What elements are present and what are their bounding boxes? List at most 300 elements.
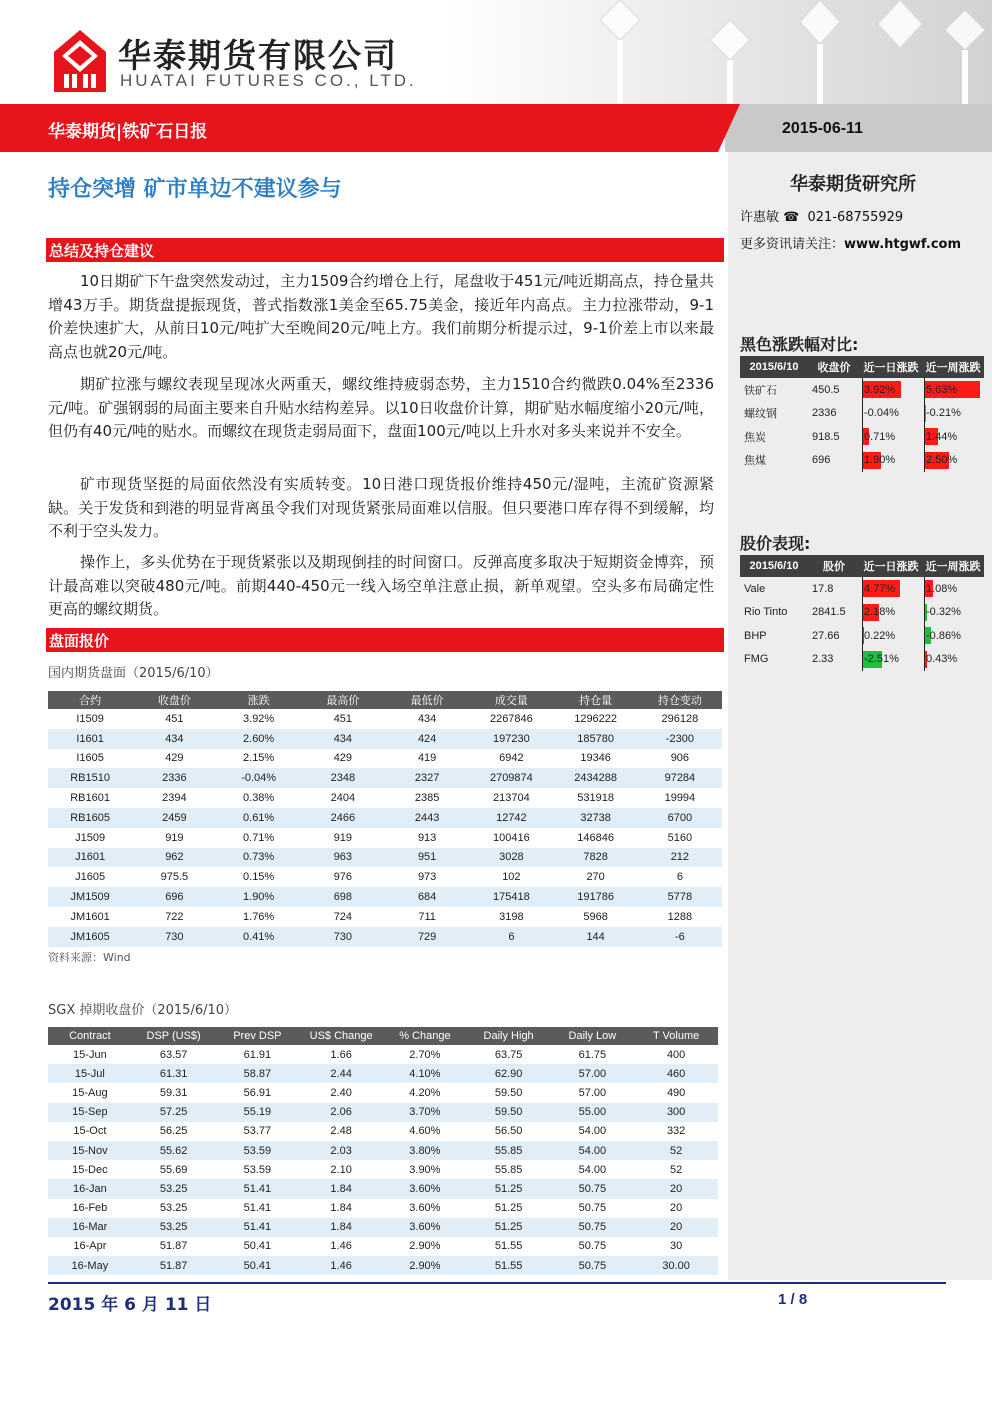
- week-change-cell: [922, 648, 984, 672]
- column-header: 持仓量: [554, 691, 638, 709]
- table-cell: 2709874: [469, 768, 553, 788]
- table-cell: 175418: [469, 887, 553, 907]
- table-cell: 2.10: [330, 1163, 352, 1176]
- table-cell: 6: [676, 871, 683, 884]
- table-row: [48, 1083, 718, 1102]
- table-row: [740, 624, 984, 648]
- row-price: 17.8: [812, 582, 834, 595]
- table-row: [48, 867, 722, 887]
- table-row: [48, 1064, 718, 1083]
- table-cell: 51.55: [494, 1240, 523, 1253]
- table-cell: 144: [554, 927, 638, 947]
- table-cell: 59.31: [159, 1086, 188, 1099]
- table-cell: JM1605: [48, 927, 132, 947]
- table-cell: 3198: [499, 910, 524, 923]
- table-cell: 1.76%: [243, 910, 275, 923]
- table-cell: 20: [634, 1179, 718, 1198]
- table-cell: 1.84: [330, 1202, 352, 1215]
- column-header: 股价: [808, 555, 860, 577]
- table-row: [740, 648, 984, 672]
- table-cell: J1601: [48, 848, 132, 868]
- table-cell: 332: [666, 1125, 686, 1138]
- week-change-label: -0.32%: [926, 606, 961, 619]
- sgx-swap-table: [48, 1027, 718, 1275]
- row-name: 焦煤: [744, 455, 766, 468]
- table-cell: 54.00: [578, 1163, 607, 1176]
- table-cell: 50.41: [243, 1240, 272, 1253]
- table-cell: 973: [417, 871, 437, 884]
- week-change-cell: [922, 577, 984, 601]
- table-cell: 434: [417, 712, 437, 725]
- row-name: 铁矿石: [744, 384, 777, 397]
- section-quotes: [46, 628, 724, 652]
- table-cell: 50.75: [578, 1202, 607, 1215]
- table-row: [740, 425, 984, 449]
- table-cell: 54.00: [551, 1141, 635, 1160]
- column-header: Prev DSP: [216, 1027, 300, 1045]
- table-cell: 434: [132, 729, 216, 749]
- table-cell: 0.38%: [243, 792, 275, 805]
- table-cell: 55.00: [551, 1103, 635, 1122]
- column-header: 近一日涨跌: [860, 555, 922, 577]
- table-cell: 1288: [667, 910, 693, 923]
- table-cell: J1605: [75, 871, 106, 884]
- table1-caption: 国内期货盘面（2015/6/10）: [48, 666, 219, 681]
- table-cell: 51.41: [243, 1202, 272, 1215]
- week-change-cell: [922, 425, 984, 449]
- table-row: [740, 577, 984, 601]
- table-cell: 3.92%: [243, 712, 275, 725]
- table-cell: 30.00: [634, 1256, 718, 1275]
- table-cell: 2327: [385, 768, 469, 788]
- table-cell: 55.62: [132, 1141, 216, 1160]
- table-cell: 15-Jun: [73, 1048, 107, 1061]
- table-cell: 32738: [554, 808, 638, 828]
- table-row: [48, 768, 722, 788]
- paragraph: 操作上，多头优势在于现货紧张以及期现倒挂的时间窗口。反弹高度多取决于短期资金博弈，预计最高难以突破480元/吨。前期440-450元一线入场空单注意止损，新单观望。空头多布局确定性更高的螺纹期货。: [48, 553, 714, 618]
- week-change-label: 5.63%: [926, 383, 958, 396]
- table-cell: 2385: [414, 792, 440, 805]
- week-change-label: 2.50%: [926, 454, 958, 467]
- column-header: Contract: [48, 1027, 132, 1045]
- row-price: 2.33: [812, 653, 834, 666]
- week-change-label: -0.86%: [926, 629, 961, 642]
- institute-name: 华泰期货研究所: [790, 174, 916, 195]
- table-cell: 51.25: [467, 1218, 551, 1237]
- zero-axis: [862, 577, 863, 601]
- website-link[interactable]: www.htgwf.com: [844, 237, 962, 252]
- week-change-cell: [922, 402, 984, 426]
- column-header: 近一日涨跌: [860, 356, 922, 378]
- table-cell: 2.60%: [217, 729, 301, 749]
- table-cell: 19994: [664, 792, 696, 805]
- table-cell: 3.80%: [383, 1141, 467, 1160]
- analyst-name: 许惠敏: [740, 210, 780, 225]
- paragraph: 矿市现货坚挺的局面依然没有实质转变。10日港口现货报价维持450元/湿吨，主流矿资源紧缺。关于发货和到港的明显背离虽令我们对现货紧张局面难以信服。但只要港口库存得不到缓解，均不利于空头发力。: [48, 475, 714, 540]
- table-cell: 2394: [162, 792, 187, 805]
- analyst-contact: [740, 206, 903, 225]
- table-cell: 59.50: [467, 1103, 551, 1122]
- table-cell: 919: [165, 831, 184, 844]
- table-cell: 2336: [132, 768, 216, 788]
- table-cell: 2.44: [299, 1064, 383, 1083]
- table-cell: 57.25: [132, 1103, 216, 1122]
- zero-axis: [924, 601, 925, 625]
- day-change-label: 4.77%: [864, 582, 896, 595]
- table-row: [740, 378, 984, 402]
- day-change-label: 0.71%: [864, 430, 896, 443]
- column-header: 近一周涨跌: [922, 356, 984, 378]
- table-row: [48, 1199, 718, 1218]
- table-cell: 906: [670, 752, 690, 765]
- table-cell: 16-May: [48, 1256, 132, 1275]
- report-date: 2015-06-11: [782, 120, 863, 137]
- table-cell: 55.85: [467, 1141, 551, 1160]
- zero-axis: [924, 449, 925, 473]
- paragraph: 期矿拉涨与螺纹表现呈现冰火两重天，螺纹维持疲弱态势，主力1510合约微跌0.04%至2336元/吨。矿强钢弱的局面主要来自升贴水结构差异。以10日收盘价计算，期矿贴水幅度缩小20元/吨，但仍有40元/吨的贴水。而螺纹在现货走弱局面下，盘面100元/吨以上升水对多头来说并不安全。: [48, 375, 714, 440]
- row-name: 螺纹钢: [744, 408, 777, 421]
- table-cell: 490: [666, 1086, 686, 1099]
- page-number: 1 / 8: [778, 1291, 808, 1308]
- headline: 持仓突增 矿市单边不建议参与: [48, 177, 342, 202]
- table-cell: 15-Nov: [48, 1141, 132, 1160]
- table-cell: 57.00: [578, 1086, 607, 1099]
- table-cell: 963: [301, 848, 385, 868]
- column-header: T Volume: [634, 1027, 718, 1045]
- column-header: 收盘价: [808, 356, 860, 378]
- table-cell: 3.70%: [383, 1103, 467, 1122]
- table1-source: 资料来源：Wind: [48, 951, 131, 964]
- week-change-label: 1.08%: [926, 582, 958, 595]
- table-cell: 460: [634, 1064, 718, 1083]
- week-change-label: 1.44%: [926, 430, 958, 443]
- column-header: Daily Low: [551, 1027, 635, 1045]
- page-header: [0, 0, 992, 104]
- table-cell: 50.75: [551, 1218, 635, 1237]
- week-change-cell: [922, 378, 984, 402]
- table-cell: 451: [165, 712, 184, 725]
- table-cell: 2466: [301, 808, 385, 828]
- row-price: 27.66: [812, 629, 840, 642]
- table-cell: 711: [418, 910, 436, 923]
- table-cell: 4.20%: [409, 1086, 441, 1099]
- table-row: [48, 828, 722, 848]
- follow-line: [740, 233, 961, 252]
- column-header: 涨跌: [217, 691, 301, 709]
- week-change-label: 0.43%: [926, 653, 958, 666]
- day-change-cell: [860, 601, 922, 625]
- zero-axis: [924, 402, 925, 426]
- table-row: [48, 1122, 718, 1141]
- table-cell: 197230: [469, 729, 553, 749]
- table-row: [740, 402, 984, 426]
- table-cell: 698: [301, 887, 385, 907]
- stock-title: 股价表现:: [740, 534, 811, 553]
- day-change-label: -0.04%: [864, 407, 899, 420]
- table-cell: -0.04%: [217, 768, 301, 788]
- zero-axis: [924, 624, 925, 648]
- table-cell: 419: [417, 752, 437, 765]
- table-cell: 3.90%: [409, 1163, 441, 1176]
- table-cell: 50.75: [551, 1179, 635, 1198]
- table-cell: 57.00: [551, 1064, 635, 1083]
- table-cell: 1.84: [299, 1179, 383, 1198]
- table-cell: 6942: [499, 752, 524, 765]
- table-cell: 722: [165, 910, 184, 923]
- table-cell: 1.84: [299, 1218, 383, 1237]
- table-cell: 729: [385, 927, 469, 947]
- table-cell: 51.87: [159, 1240, 188, 1253]
- column-header: DSP (US$): [132, 1027, 216, 1045]
- table-cell: 1296222: [574, 712, 618, 725]
- table-cell: 55.85: [494, 1163, 523, 1176]
- table-cell: 3.60%: [409, 1202, 441, 1215]
- week-change-label: -0.21%: [926, 407, 961, 420]
- table-cell: 51.87: [132, 1256, 216, 1275]
- header-decoration: [560, 0, 992, 104]
- table-cell: 146846: [577, 831, 614, 844]
- week-change-cell: [922, 624, 984, 648]
- table-cell: 531918: [577, 792, 614, 805]
- table-row: [48, 709, 722, 729]
- column-header: 2015/6/10: [740, 356, 808, 378]
- table-cell: 730: [132, 927, 216, 947]
- table-cell: 51.41: [216, 1218, 300, 1237]
- table-cell: 976: [333, 871, 353, 884]
- table-cell: 16-Jan: [48, 1179, 132, 1198]
- table-cell: 962: [132, 848, 216, 868]
- table-cell: 270: [586, 871, 605, 884]
- row-price: 2336: [812, 407, 837, 420]
- table-cell: 5968: [583, 910, 608, 923]
- table-cell: 59.50: [494, 1086, 523, 1099]
- phone-icon: ☎: [783, 210, 800, 225]
- table-cell: 429: [333, 752, 353, 765]
- row-name: Vale: [744, 582, 766, 595]
- week-change-cell: [922, 449, 984, 473]
- table-cell: 191786: [554, 887, 638, 907]
- table-cell: 53.25: [159, 1202, 188, 1215]
- section-title: 盘面报价: [49, 632, 110, 650]
- table-cell: 2.40: [330, 1086, 352, 1099]
- table-cell: 0.41%: [217, 927, 301, 947]
- table-cell: 2.90%: [409, 1240, 441, 1253]
- table-cell: 54.00: [578, 1125, 607, 1138]
- table-row: [48, 1045, 718, 1064]
- table-cell: 53.25: [132, 1218, 216, 1237]
- day-change-label: 2.18%: [864, 606, 896, 619]
- table-cell: 2267846: [489, 712, 533, 725]
- table-cell: 213704: [493, 792, 530, 805]
- table-cell: 2.70%: [409, 1048, 441, 1061]
- table-cell: 61.91: [243, 1048, 272, 1061]
- sidebar: [728, 152, 992, 1280]
- day-change-label: -2.51%: [864, 653, 899, 666]
- table-cell: 16-Feb: [72, 1202, 108, 1215]
- table-cell: 3028: [469, 848, 553, 868]
- day-change-cell: [860, 425, 922, 449]
- table-cell: 724: [333, 910, 353, 923]
- table-row: [740, 449, 984, 473]
- table-cell: 2434288: [554, 768, 638, 788]
- table-cell: J1509: [75, 831, 106, 844]
- table-cell: 1.46: [330, 1240, 352, 1253]
- table-cell: 6: [469, 927, 553, 947]
- table-cell: 2.06: [299, 1103, 383, 1122]
- table-row: [740, 601, 984, 625]
- table-cell: 61.31: [132, 1064, 216, 1083]
- table-cell: RB1601: [70, 792, 110, 805]
- table-cell: 3.60%: [383, 1179, 467, 1198]
- zero-axis: [862, 648, 863, 672]
- table-row: [48, 887, 722, 907]
- table-cell: 51.55: [467, 1256, 551, 1275]
- table-cell: 15-Sep: [48, 1103, 132, 1122]
- row-name: Rio Tinto: [744, 606, 788, 619]
- table-cell: 56.50: [494, 1125, 523, 1138]
- table-row: [48, 788, 722, 808]
- table-cell: RB1605: [48, 808, 132, 828]
- logo-mark: [54, 30, 106, 92]
- day-change-cell: [860, 624, 922, 648]
- row-price: 696: [812, 454, 831, 467]
- table-cell: 16-Mar: [48, 1218, 132, 1237]
- column-header: 近一周涨跌: [922, 555, 984, 577]
- zero-axis: [924, 378, 925, 402]
- domestic-futures-table: [48, 691, 722, 947]
- table-cell: 0.61%: [217, 808, 301, 828]
- table-cell: 15-Jul: [48, 1064, 132, 1083]
- week-change-cell: [922, 601, 984, 625]
- table-row: [48, 1141, 718, 1160]
- day-change-cell: [860, 577, 922, 601]
- row-name: FMG: [744, 653, 769, 666]
- table-cell: 296128: [661, 712, 699, 725]
- table-cell: 16-Apr: [73, 1240, 107, 1253]
- table-cell: 2443: [385, 808, 469, 828]
- section-summary: [46, 238, 724, 262]
- table-header-row: [48, 1027, 718, 1045]
- footer-date: 2015 年 6 月 11 日: [48, 1295, 212, 1315]
- table-row: [48, 749, 722, 769]
- table-cell: 3.60%: [383, 1218, 467, 1237]
- table-cell: 56.25: [159, 1125, 188, 1138]
- table-row: [48, 1103, 718, 1122]
- table-cell: 53.25: [132, 1179, 216, 1198]
- zero-axis: [924, 425, 925, 449]
- table-cell: 2404: [330, 792, 356, 805]
- zero-axis: [924, 577, 925, 601]
- table-cell: 52: [634, 1141, 718, 1160]
- day-change-label: 1.90%: [864, 454, 896, 467]
- column-header: US$ Change: [299, 1027, 383, 1045]
- zero-axis: [862, 402, 863, 426]
- table-cell: 2.48: [330, 1125, 352, 1138]
- table-row: [48, 927, 722, 947]
- table-cell: 0.73%: [217, 848, 301, 868]
- table-cell: 30: [670, 1240, 683, 1253]
- table-cell: 5778: [638, 887, 722, 907]
- zero-axis: [862, 601, 863, 625]
- table-cell: 15-Aug: [72, 1086, 108, 1099]
- table-row: [48, 1256, 718, 1275]
- table-cell: I1601: [48, 729, 132, 749]
- table-cell: 12742: [469, 808, 553, 828]
- table-cell: 100416: [493, 831, 530, 844]
- table-cell: 5160: [667, 831, 693, 844]
- table-row: [48, 1179, 718, 1198]
- table-cell: 53.59: [243, 1163, 272, 1176]
- row-price: 2841.5: [812, 606, 846, 619]
- table-header-row: [740, 555, 984, 577]
- column-header: 最高价: [301, 691, 385, 709]
- table-cell: 429: [165, 752, 184, 765]
- table-cell: 185780: [554, 729, 638, 749]
- table-cell: 61.75: [578, 1048, 607, 1061]
- table-cell: 51.25: [494, 1202, 523, 1215]
- table-cell: 19346: [580, 752, 611, 765]
- table-cell: RB1510: [48, 768, 132, 788]
- day-change-cell: [860, 402, 922, 426]
- row-name: 焦炭: [744, 431, 766, 444]
- table-cell: 2.15%: [243, 752, 275, 765]
- table-cell: 53.77: [243, 1125, 272, 1138]
- table-cell: 51.25: [467, 1179, 551, 1198]
- table-cell: JM1509: [48, 887, 132, 907]
- table-cell: 53.59: [216, 1141, 300, 1160]
- table-cell: JM1601: [70, 910, 110, 923]
- table-cell: 424: [385, 729, 469, 749]
- table2-caption: SGX 掉期收盘价（2015/6/10）: [48, 1003, 238, 1018]
- table-cell: 50.75: [578, 1240, 607, 1253]
- table-cell: 919: [333, 831, 353, 844]
- black-compare-title: 黑色涨跌幅对比:: [740, 335, 859, 354]
- column-header: 最低价: [385, 691, 469, 709]
- day-change-cell: [860, 648, 922, 672]
- table-cell: 15-Oct: [73, 1125, 107, 1138]
- stock-performance-table: [740, 555, 984, 671]
- table-cell: 58.87: [216, 1064, 300, 1083]
- table-cell: 451: [333, 712, 353, 725]
- table-cell: 1.46: [299, 1256, 383, 1275]
- day-change-label: 3.92%: [864, 383, 896, 396]
- column-header: % Change: [383, 1027, 467, 1045]
- table-cell: 15-Dec: [72, 1163, 108, 1176]
- table-cell: 0.15%: [243, 871, 275, 884]
- analyst-phone: 021-68755929: [807, 210, 904, 225]
- report-title: 华泰期货|铁矿石日报: [48, 122, 208, 142]
- table-cell: -2300: [638, 729, 722, 749]
- table-cell: 52: [670, 1163, 683, 1176]
- zero-axis: [862, 425, 863, 449]
- table-cell: 20: [670, 1202, 683, 1215]
- table-row: [48, 1160, 718, 1179]
- table-cell: 55.69: [159, 1163, 188, 1176]
- table-row: [48, 1237, 718, 1256]
- table-cell: 696: [132, 887, 216, 907]
- table-cell: I1509: [76, 712, 104, 725]
- table-row: [48, 848, 722, 868]
- footer-rule: [48, 1282, 946, 1284]
- table-header-row: [740, 356, 984, 378]
- table-cell: -6: [638, 927, 722, 947]
- table-cell: 55.19: [216, 1103, 300, 1122]
- row-name: BHP: [744, 629, 767, 642]
- table-cell: 1.66: [330, 1048, 352, 1061]
- table-cell: 7828: [554, 848, 638, 868]
- table-cell: 63.75: [494, 1048, 523, 1061]
- table-row: [48, 808, 722, 828]
